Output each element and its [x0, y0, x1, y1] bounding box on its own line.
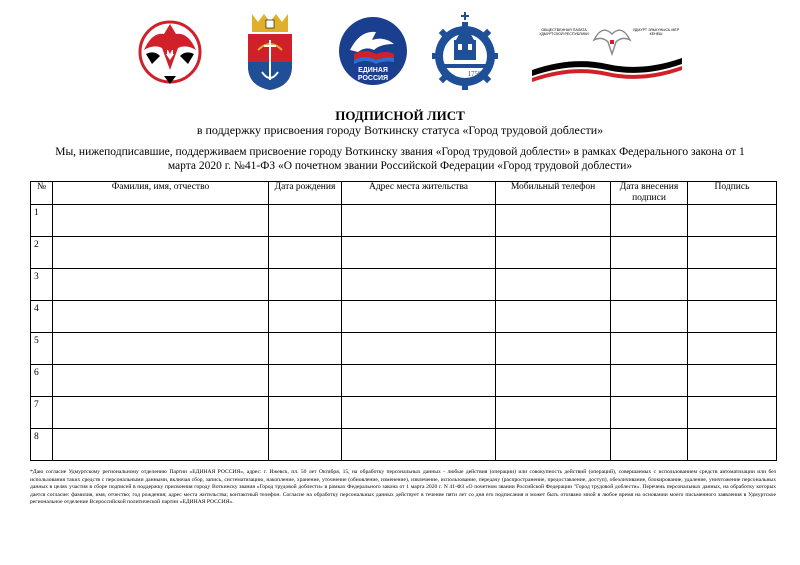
- udmurtia-emblem-icon: [138, 10, 202, 92]
- birth-date-cell[interactable]: [269, 429, 342, 461]
- table-row: [31, 237, 777, 269]
- row-number: 8: [31, 429, 53, 461]
- birth-date-cell[interactable]: [269, 205, 342, 237]
- table-row: [31, 301, 777, 333]
- signature-table: [30, 181, 777, 461]
- party-logo-text-line2: РОССИЯ: [357, 75, 389, 82]
- logo-strip: [0, 10, 800, 100]
- address-cell[interactable]: [342, 205, 496, 237]
- row-number: 4: [31, 301, 53, 333]
- table-row: [31, 269, 777, 301]
- birth-date-cell[interactable]: [269, 397, 342, 429]
- full-name-cell[interactable]: [53, 269, 269, 301]
- address-cell[interactable]: [342, 333, 496, 365]
- row-number: 1: [31, 205, 53, 237]
- header-mobile-phone: Мобильный телефон: [496, 182, 611, 205]
- birth-date-cell[interactable]: [269, 301, 342, 333]
- party-logo-text-line1: ЕДИНАЯ: [358, 67, 388, 74]
- address-cell[interactable]: [342, 365, 496, 397]
- signing-date-cell[interactable]: [611, 429, 688, 461]
- title-block: [0, 108, 800, 137]
- row-number: 5: [31, 333, 53, 365]
- factory-emblem-year: 1759г: [467, 70, 485, 78]
- address-cell[interactable]: [342, 397, 496, 429]
- signing-date-cell[interactable]: [611, 269, 688, 301]
- header-birth-date: Дата рождения: [269, 182, 342, 205]
- intro-statement: Мы, нижеподписавшие, поддерживаем присвоение городу Воткинску звания «Город трудовой доблести» в рамках Федерального закона от 1 марта 2020 г. №41-ФЗ «О почетном звании Российской Федерации «Город трудовой доблести»: [55, 146, 745, 172]
- signing-date-cell[interactable]: [611, 301, 688, 333]
- header-signing-date: Дата внесения подписи: [611, 182, 688, 205]
- table-row: [31, 365, 777, 397]
- full-name-cell[interactable]: [53, 301, 269, 333]
- header-full-name: Фамилия, имя, отчество: [53, 182, 269, 205]
- table-row: [31, 333, 777, 365]
- signature-cell[interactable]: [688, 269, 777, 301]
- full-name-cell[interactable]: [53, 237, 269, 269]
- document-subtitle: в поддержку присвоения городу Воткинску статуса «Город трудовой доблести»: [196, 123, 604, 137]
- signing-date-cell[interactable]: [611, 365, 688, 397]
- full-name-cell[interactable]: [53, 429, 269, 461]
- address-cell[interactable]: [342, 429, 496, 461]
- address-cell[interactable]: [342, 301, 496, 333]
- chamber-left-text: ОБЩЕСТВЕННАЯ ПАЛАТА УДМУРТСКОЙ РЕСПУБЛИКИ: [539, 28, 589, 37]
- full-name-cell[interactable]: [53, 397, 269, 429]
- table-row: [31, 397, 777, 429]
- row-number: 3: [31, 269, 53, 301]
- votkinsk-coat-of-arms-icon: [244, 10, 296, 92]
- header-signature: Подпись: [688, 182, 777, 205]
- full-name-cell[interactable]: [53, 365, 269, 397]
- header-number: №: [31, 182, 53, 205]
- party-logo-icon: [336, 10, 410, 92]
- birth-date-cell[interactable]: [269, 237, 342, 269]
- mobile-phone-cell[interactable]: [496, 333, 611, 365]
- full-name-cell[interactable]: [53, 205, 269, 237]
- address-cell[interactable]: [342, 269, 496, 301]
- mobile-phone-cell[interactable]: [496, 429, 611, 461]
- birth-date-cell[interactable]: [269, 365, 342, 397]
- signature-cell[interactable]: [688, 333, 777, 365]
- row-number: 6: [31, 365, 53, 397]
- factory-gear-emblem-icon: [432, 10, 498, 92]
- address-cell[interactable]: [342, 237, 496, 269]
- table-row: [31, 429, 777, 461]
- signature-cell[interactable]: [688, 205, 777, 237]
- signing-date-cell[interactable]: [611, 205, 688, 237]
- header-address: Адрес места жительства: [342, 182, 496, 205]
- document-title: ПОДПИСНОЙ ЛИСТ: [335, 108, 465, 123]
- row-number: 7: [31, 397, 53, 429]
- signature-cell[interactable]: [688, 397, 777, 429]
- table-row: [31, 205, 777, 237]
- mobile-phone-cell[interactable]: [496, 365, 611, 397]
- signing-date-cell[interactable]: [611, 397, 688, 429]
- mobile-phone-cell[interactable]: [496, 237, 611, 269]
- signature-cell[interactable]: [688, 365, 777, 397]
- signature-cell[interactable]: [688, 301, 777, 333]
- consent-footnote: *Даю согласие Удмуртскому региональному отделению Партии «ЕДИНАЯ РОССИЯ», адрес: г. Ижевск, пл. 50 лет Октября, 15, на обработку персональных данных - любые действия (операции) или совокупность действий (операций), совершаемых с использованием средств автоматизации или без использования таких средств с персональными данными, включая сбор, запись, систематизацию, накопление, хранение, уточнение (обновление, изменение), извлечение, использование, передачу (распространение, предоставление, доступ), обезличивание, блокирование, удаление, уничтожение персональных данных в целях участия в сборе подписей в поддержку присвоения городу Воткинску звания «Город трудовой доблести» в рамках Федерального закона от 1 марта 2020 г. N 41-ФЗ «О почетном звании Российской Федерации "Город трудовой доблести». Перечень персональных данных, на обработку которых дается согласие: фамилия, имя, отчество; год рождения; адрес места жительства; контактный телефон. Согласие на обработку персональных данных действует в течение пяти лет со дня его подписания и может быть отозвано мной в любое время на основании моего письменного заявления в Удмуртское региональное отделение Всероссийской политической партии «ЕДИНАЯ РОССИЯ».: [30, 469, 776, 506]
- signature-cell[interactable]: [688, 429, 777, 461]
- mobile-phone-cell[interactable]: [496, 269, 611, 301]
- signing-date-cell[interactable]: [611, 333, 688, 365]
- row-number: 2: [31, 237, 53, 269]
- birth-date-cell[interactable]: [269, 333, 342, 365]
- signing-date-cell[interactable]: [611, 237, 688, 269]
- chamber-right-text: УДМУРТ ЭЛЬКУНЫСЬ МЕР КЕНЕШ: [632, 28, 680, 37]
- mobile-phone-cell[interactable]: [496, 205, 611, 237]
- public-chamber-emblem-icon: [532, 10, 682, 92]
- table-header-row: [31, 182, 777, 205]
- mobile-phone-cell[interactable]: [496, 301, 611, 333]
- birth-date-cell[interactable]: [269, 269, 342, 301]
- mobile-phone-cell[interactable]: [496, 397, 611, 429]
- full-name-cell[interactable]: [53, 333, 269, 365]
- signature-cell[interactable]: [688, 237, 777, 269]
